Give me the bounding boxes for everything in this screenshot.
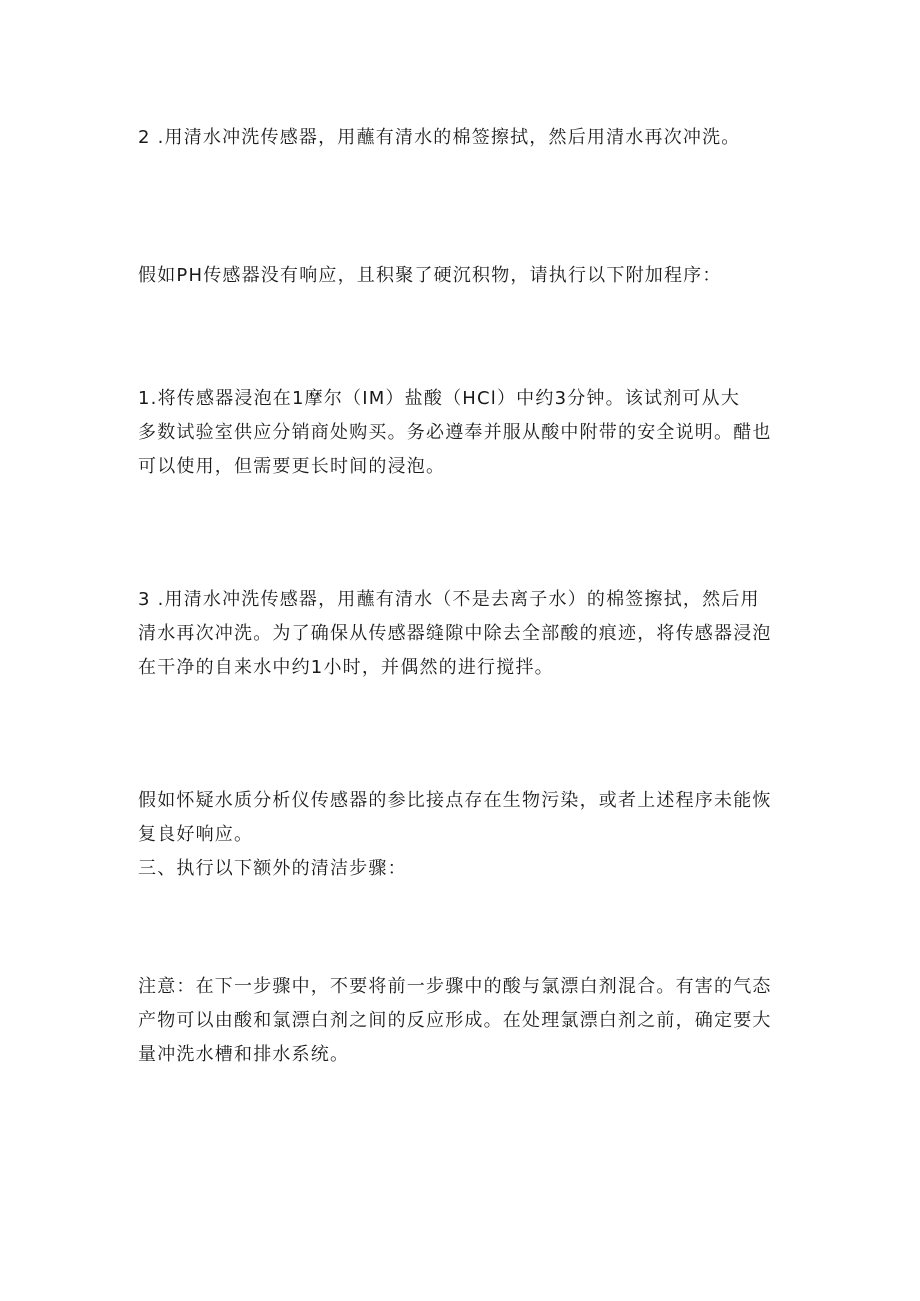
text-line: 假如怀疑水质分析仪传感器的参比接点存在生物污染，或者上述程序未能恢 (138, 790, 772, 811)
text-line: 假如PH传感器没有响应，且积聚了硬沉积物，请执行以下附加程序： (138, 265, 722, 286)
paragraph-hard-deposit-intro (138, 259, 793, 293)
text-line: 可以使用，但需要更长时间的浸泡。 (138, 456, 446, 477)
text-line: 产物可以由酸和氯漂白剂之间的反应形成。在处理氯漂白剂之前，确定要大 (138, 1010, 772, 1031)
paragraph-step-3-rinse-soak (138, 583, 793, 685)
text-line: 注意：在下一步骤中，不要将前一步骤中的酸与氯漂白剂混合。有害的气态 (138, 976, 772, 997)
text-line: 复良好响应。 (138, 824, 254, 845)
paragraph-caution-note (138, 970, 793, 1072)
paragraph-bio-contamination (138, 784, 793, 886)
text-line: 2 .用清水冲洗传感器，用蘸有清水的棉签擦拭，然后用清水再次冲洗。 (138, 127, 741, 148)
text-line: 多数试验室供应分销商处购买。务必遵奉并服从酸中附带的安全说明。醋也 (138, 422, 772, 443)
text-line: 1.将传感器浸泡在1摩尔（IM）盐酸（HCl）中约3分钟。该试剂可从大 (138, 388, 741, 409)
paragraph-step-1-acid-soak (138, 382, 793, 484)
paragraph-step-2-rinse (138, 121, 793, 155)
text-line: 量冲洗水槽和排水系统。 (138, 1044, 350, 1065)
text-line: 3 .用清水冲洗传感器，用蘸有清水（不是去离子水）的棉签擦拭，然后用 (138, 589, 760, 610)
text-line: 清水再次冲洗。为了确保从传感器缝隙中除去全部酸的痕迹，将传感器浸泡 (138, 623, 772, 644)
text-line: 在干净的自来水中约1小时，并偶然的进行搅拌。 (138, 657, 554, 678)
section-heading: 三、执行以下额外的清洁步骤： (138, 858, 407, 879)
